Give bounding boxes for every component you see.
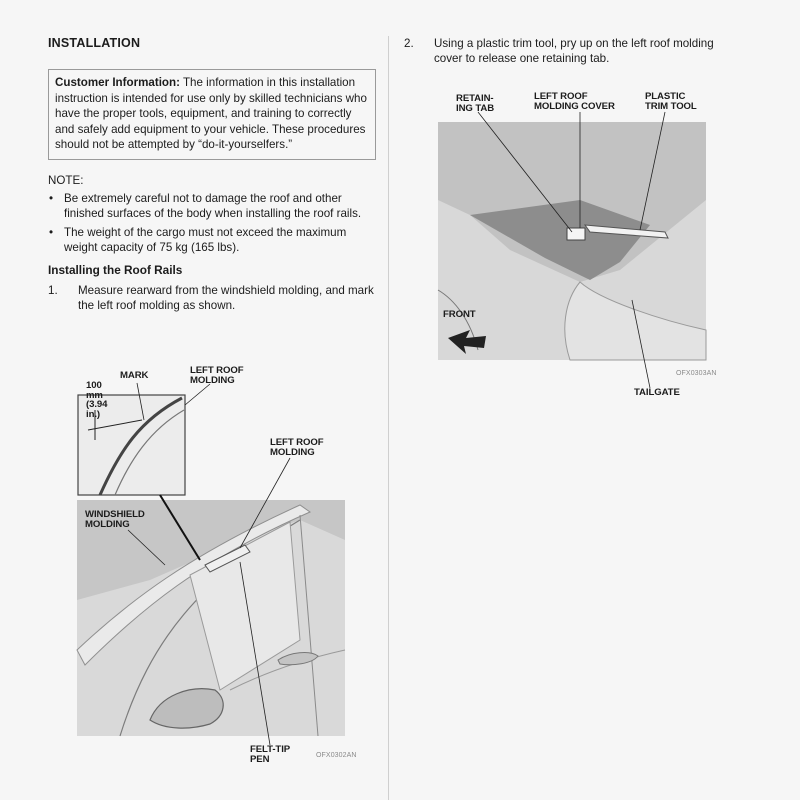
label-line: MOLDING — [270, 446, 315, 458]
label-line: FELT-TIP — [250, 744, 291, 755]
label-line: LEFT ROOF — [270, 437, 324, 448]
front-label: FRONT — [443, 309, 476, 320]
label-line: TRIM TOOL — [645, 100, 697, 112]
label-line: MOLDING — [85, 518, 130, 530]
left-roof-molding-label-top — [190, 366, 243, 385]
label-line: MOLDING — [190, 374, 235, 386]
measurement-label-line: 100 — [86, 380, 102, 391]
measurement-label-line: in.) — [86, 408, 100, 420]
windshield-molding-label — [85, 510, 145, 529]
bullet-icon: • — [49, 191, 54, 205]
felt-tip-pen-label — [250, 745, 290, 764]
measurement-label — [86, 381, 107, 419]
label-line: MOLDING COVER — [534, 100, 615, 112]
molding-top-leader — [185, 384, 210, 405]
retaining-tab-label — [456, 94, 494, 113]
step-number: 2. — [404, 37, 414, 50]
customer-information-text: The information in this installation instruction is intended for use only by skilled technicians who have the proper tools, equipment, and training to correctly and safely add equipment to your vehicle. These procedures should not be attempted by “do-it-yourselfers.” — [55, 76, 367, 151]
section-title: INSTALLATION — [48, 36, 141, 50]
tailgate-label: TAILGATE — [634, 387, 680, 398]
customer-information-label: Customer Information: — [55, 76, 180, 89]
label-line: LEFT ROOF — [190, 365, 244, 376]
mark-label: MARK — [120, 370, 149, 381]
left-roof-molding-label-right — [270, 438, 323, 457]
plastic-trim-tool-label — [645, 92, 697, 111]
left-roof-molding-cover-label — [534, 92, 615, 111]
label-line: RETAIN- — [456, 93, 494, 104]
bullet-icon: • — [49, 225, 54, 239]
label-line: ING TAB — [456, 102, 495, 114]
figure-2-code: OFX0303AN — [676, 370, 717, 377]
label-line: WINDSHIELD — [85, 509, 145, 520]
note-item-text: Be extremely careful not to damage the roof and other finished surfaces of the body when installing the roof rails. — [64, 191, 362, 220]
label-line: PLASTIC — [645, 91, 686, 102]
step-number: 1. — [48, 283, 58, 297]
measurement-label-line: mm — [86, 389, 103, 401]
label-line: LEFT ROOF — [534, 91, 588, 102]
retaining-tab — [567, 228, 585, 240]
subsection-title: Installing the Roof Rails — [48, 262, 183, 277]
label-line: PEN — [250, 753, 270, 765]
measurement-label-line: (3.94 — [86, 399, 108, 410]
note-label: NOTE: — [48, 173, 84, 187]
figure-1-code: OFX0302AN — [316, 752, 357, 759]
note-item-text: The weight of the cargo must not exceed the maximum weight capacity of 75 kg (165 lbs). — [64, 225, 347, 254]
step-text: Measure rearward from the windshield molding, and mark the left roof molding as shown. — [78, 283, 374, 312]
step-text: Using a plastic trim tool, pry up on the left roof molding cover to release one retaining tab. — [434, 37, 714, 65]
